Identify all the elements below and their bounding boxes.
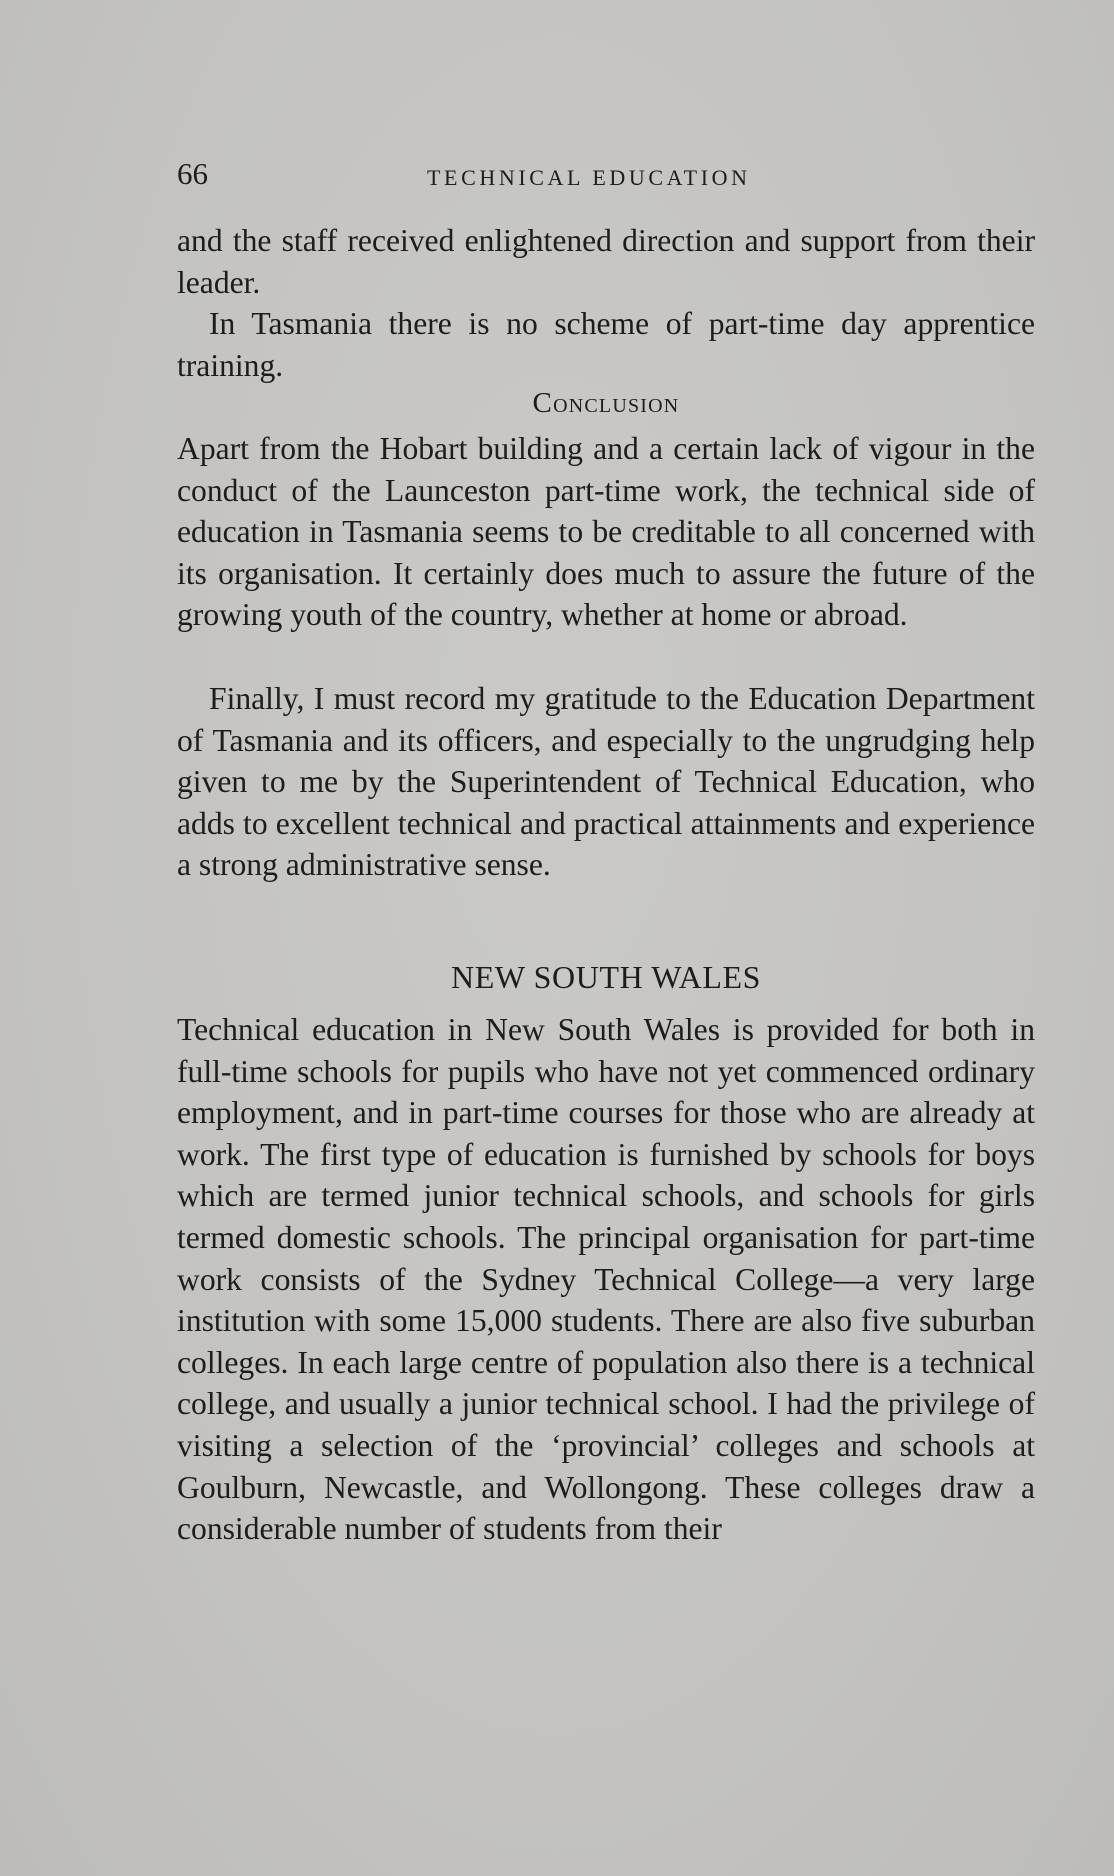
page-header <box>177 154 1035 194</box>
running-head: TECHNICAL EDUCATION <box>427 165 751 190</box>
paragraph-continued: and the staff received enlightened direction and support from their leader. <box>177 223 1035 300</box>
paragraph-apprentice-training: In Tasmania there is no scheme of part-time day apprentice training. <box>177 306 1035 383</box>
conclusion-heading: Conclusion <box>532 387 680 419</box>
paragraph-new-south-wales: Technical education in New South Wales is provided for both in full-time schools for pupils who have not yet commenced ordinary employment, and in part-time courses for those who are already at work. The first type of education is furnished by schools for boys which are termed junior technical schools, and schools for girls termed domestic schools. The principal organisation for part-time work consists of the Sydney Technical College—a very large institution with some 15,000 students. There are also five suburban colleges. In each large centre of population also there is a technical college, and usually a junior technical school. I had the privilege of visiting a selection of the ‘provincial’ colleges and schools at Goulburn, Newcastle, and Wollongong. These colleges draw a considerable number of students from their <box>177 1012 1035 1547</box>
paragraph-conclusion: Apart from the Hobart building and a certain lack of vigour in the conduct of the Launceston part-time work, the technical side of education in Tasmania seems to be creditable to all concerned with its organisation. It certainly does much to assure the future of the growing youth of the country, whether at home or abroad. <box>177 431 1035 633</box>
paragraph-gratitude: Finally, I must record my gratitude to the Education Department of Tasmania and its officers, and especially to the ungrudging help given to me by the Superintendent of Technical Education, who adds to excellent technical and practical attainments and experience a strong administrative sense. <box>177 681 1035 883</box>
section-heading-new-south-wales: NEW SOUTH WALES <box>450 959 762 995</box>
page-number: 66 <box>177 156 208 191</box>
